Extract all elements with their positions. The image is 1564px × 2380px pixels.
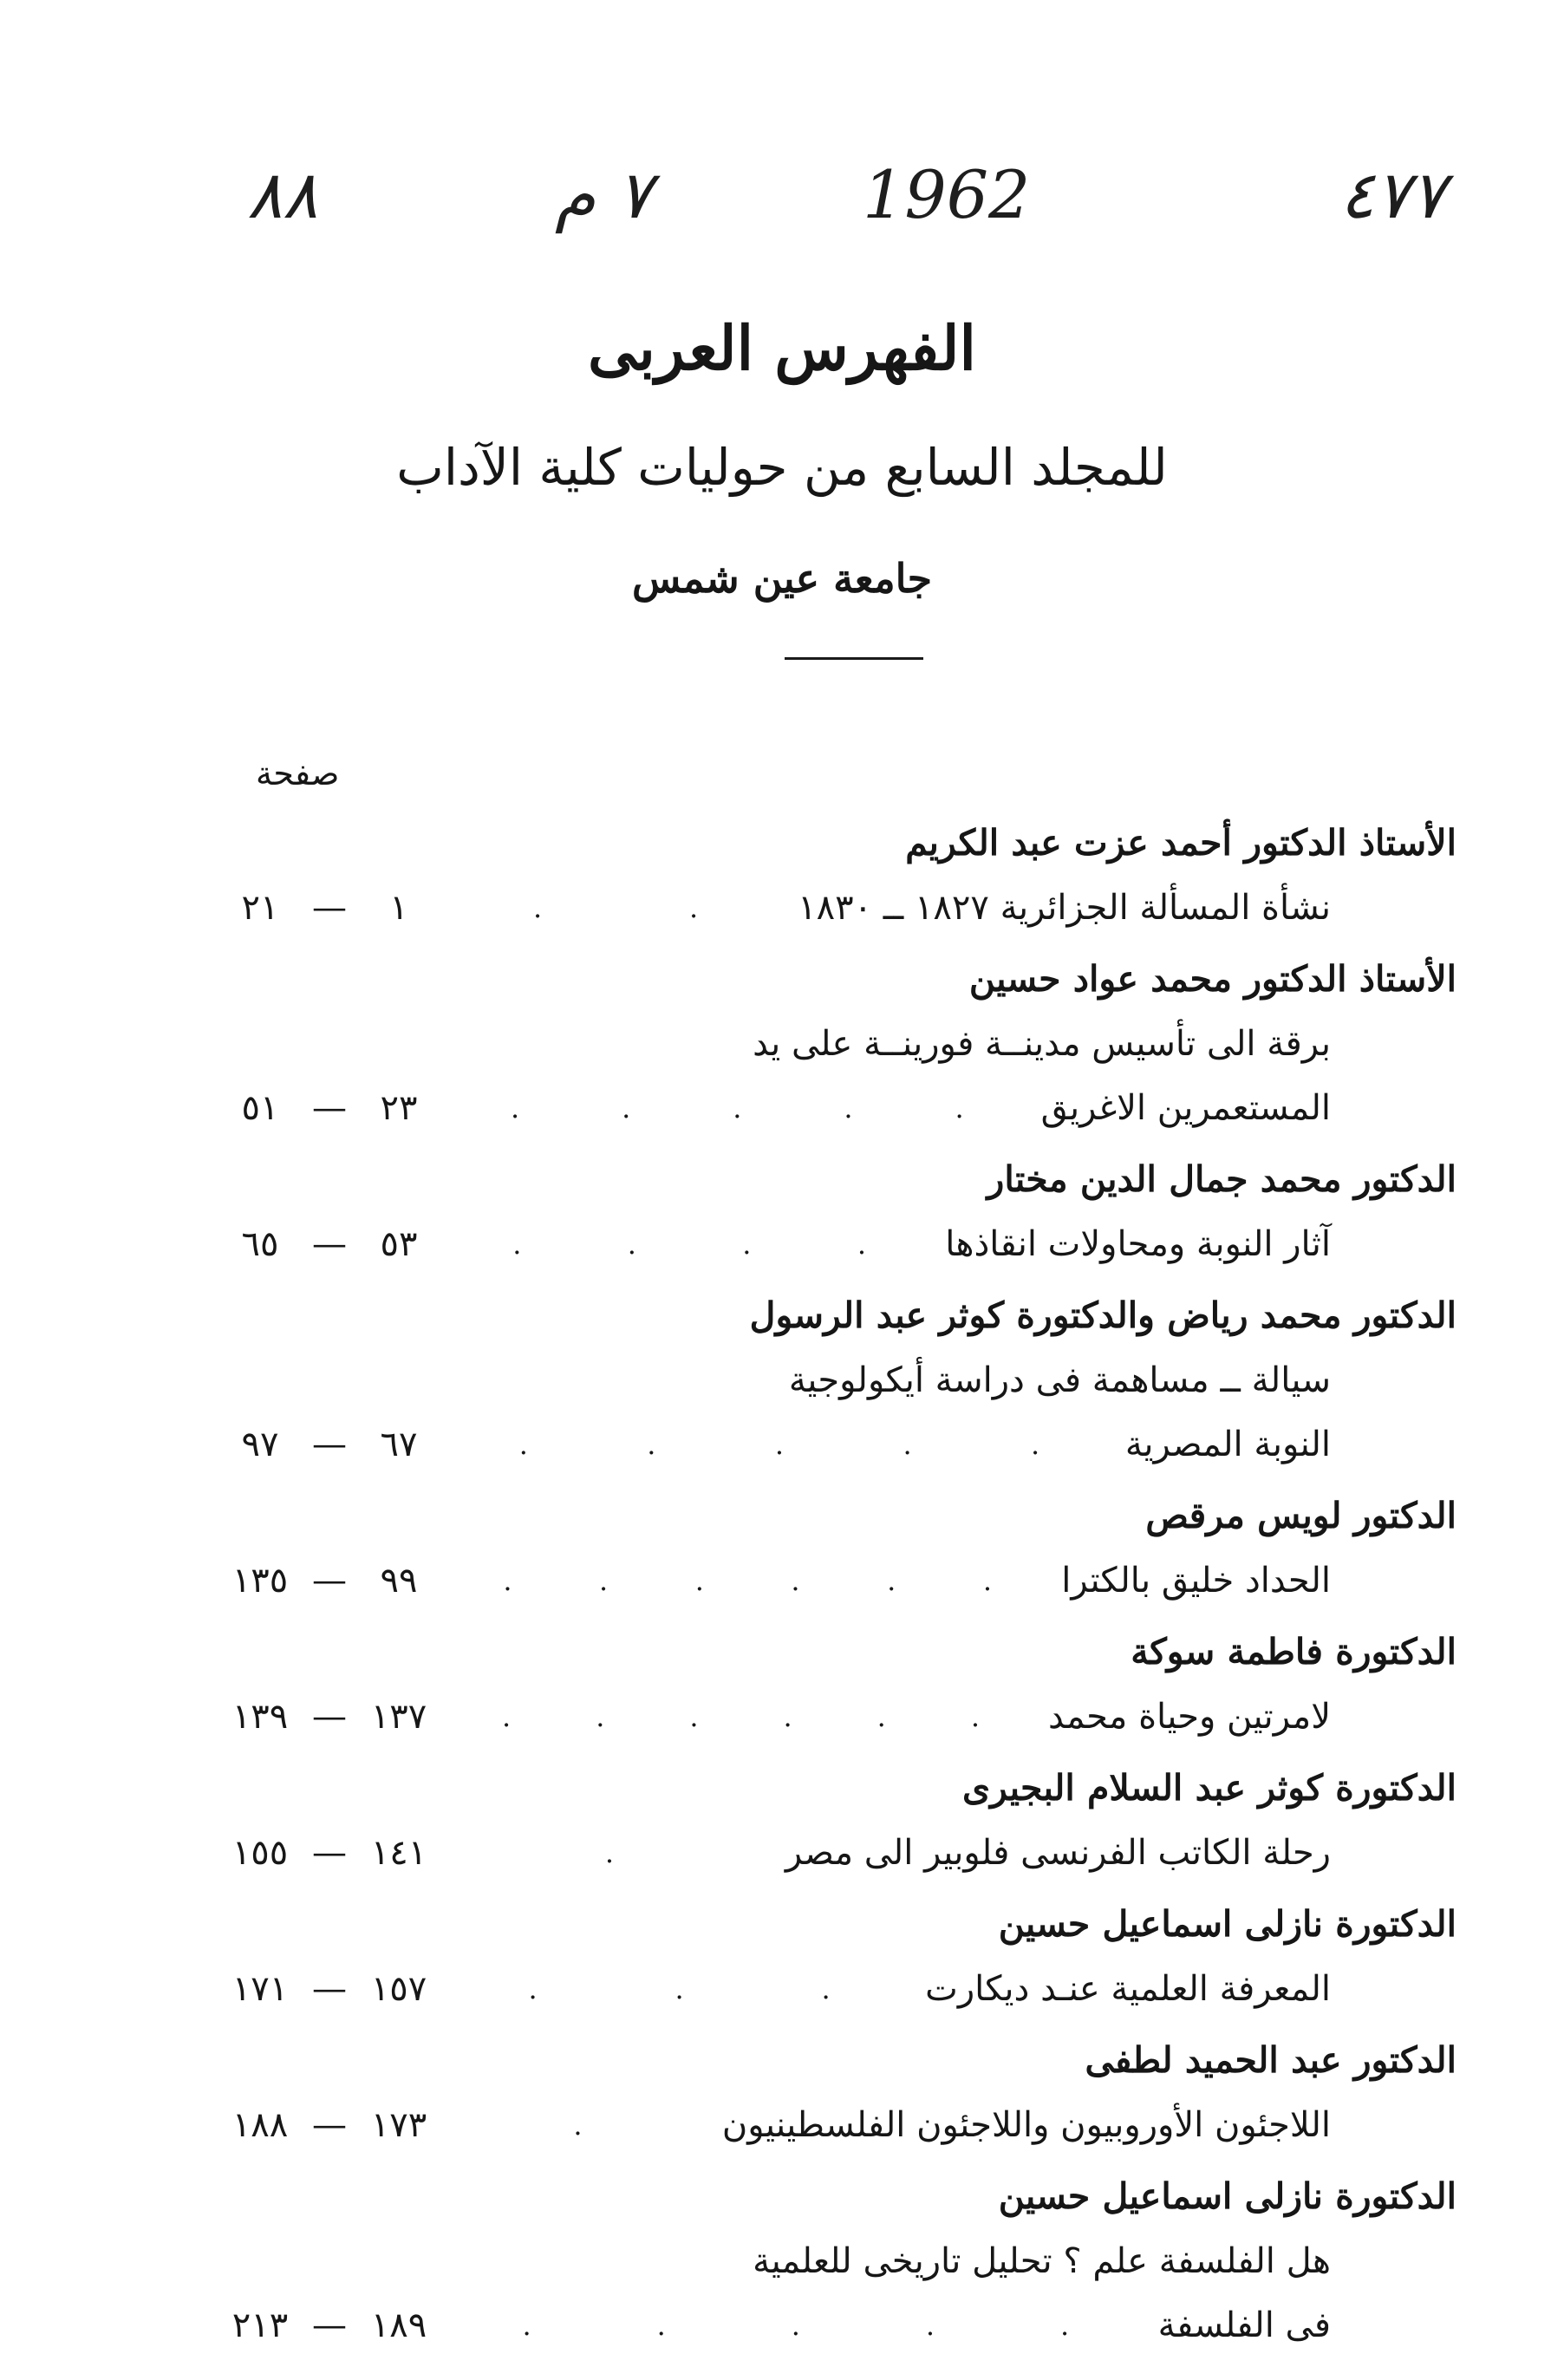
entry-title-line <box>208 1212 1456 1276</box>
page-range <box>208 1212 442 1276</box>
range-dash: — <box>312 2305 347 2345</box>
toc-entry <box>208 1147 1456 1276</box>
entry-title: المعرفة العلمية عنـد ديكارت <box>925 1969 1331 2009</box>
entry-author: الأستاذ الدكتور أحمد عزت عبد الكريم <box>905 822 1456 864</box>
leader-dot: . <box>774 1428 785 1461</box>
page-end: ٢١ <box>241 888 279 928</box>
handwritten-page-number: ٨٨ <box>247 156 318 233</box>
page-start: ٦٧ <box>380 1425 418 1464</box>
dot-leader <box>442 1212 945 1276</box>
entry-title-line <box>208 1012 1456 1076</box>
leader-dot: . <box>522 2309 531 2342</box>
range-dash: — <box>312 1561 347 1601</box>
entry-title: آثار النوبة ومحاولات انقاذها <box>945 1224 1331 1264</box>
toc-entry <box>208 2164 1456 2357</box>
page-end: ١٣٥ <box>231 1561 289 1601</box>
leader-dot: . <box>733 1092 742 1125</box>
range-dash: — <box>312 1224 347 1264</box>
page-start: ٢٣ <box>380 1088 418 1128</box>
dot-leader <box>442 1549 1061 1613</box>
entry-title: لامرتين وحياة محمد <box>1047 1697 1331 1737</box>
entry-title-line <box>208 2293 1456 2357</box>
toc-entry <box>208 1620 1456 1749</box>
leader-dot: . <box>876 1700 886 1733</box>
toc-entry <box>208 811 1456 940</box>
entry-title-line <box>208 876 1456 940</box>
title-divider <box>785 657 923 660</box>
toc-entry <box>208 1283 1456 1477</box>
page-column-label: صفحة <box>256 754 340 792</box>
page-end: ١٥٥ <box>231 1833 289 1873</box>
entry-author: الدكتورة كوثر عبد السلام البجيرى <box>961 1767 1456 1809</box>
dot-leader <box>442 2093 722 2157</box>
range-dash: — <box>312 1425 347 1464</box>
leader-dot: . <box>528 1972 538 2005</box>
entry-title-line <box>208 1549 1456 1613</box>
leader-dot: . <box>955 1092 964 1125</box>
dot-leader <box>442 1412 1125 1477</box>
page-end: ١٧١ <box>231 1969 289 2009</box>
entry-title: الحداد خليق بالكترا <box>1061 1561 1331 1601</box>
handwritten-number: ٤٧٧ <box>1339 156 1446 233</box>
page-range <box>208 1412 442 1477</box>
page-range <box>208 2093 442 2157</box>
entry-author: الدكتورة نازلى اسماعيل حسين <box>998 2175 1456 2217</box>
leader-dot: . <box>622 1092 631 1125</box>
entry-author: الأستاذ الدكتور محمد عواد حسين <box>968 958 1456 1000</box>
entry-author: الدكتور محمد جمال الدين مختار <box>987 1158 1456 1200</box>
entry-title-line <box>208 1348 1456 1412</box>
entry-title: اللاجئون الأوروبيون واللاجئون الفلسطينيون <box>721 2105 1331 2145</box>
leader-dot: . <box>532 891 543 924</box>
table-of-contents <box>208 811 1456 2364</box>
dot-leader <box>442 2293 1158 2357</box>
entry-title: سيالة ــ مساهمة فى دراسة أيكولوجية <box>788 1360 1331 1400</box>
leader-dot: . <box>599 1564 609 1597</box>
page-range <box>208 1685 442 1749</box>
entry-title: هل الفلسفة علم ؟ تحليل تاريخى للعلمية <box>753 2241 1331 2281</box>
leader-dot: . <box>573 2109 583 2142</box>
page-end: ١٣٩ <box>231 1697 289 1737</box>
page-range <box>208 1549 442 1613</box>
leader-dot: . <box>791 1564 800 1597</box>
page-start: ١٤١ <box>370 1833 427 1873</box>
page-start: ١٥٧ <box>370 1969 427 2009</box>
page-title: الفهرس العربى <box>588 312 976 384</box>
page-subtitle: للمجلد السابع من حوليات كلية الآداب <box>396 438 1168 497</box>
leader-dot: . <box>925 2309 935 2342</box>
page-end: ١٨٨ <box>231 2105 289 2145</box>
entry-title: رحلة الكاتب الفرنسى فلوبير الى مصر <box>785 1833 1331 1873</box>
dot-leader <box>442 1957 925 2021</box>
leader-dot: . <box>502 1700 512 1733</box>
handwritten-year: 1962 <box>863 156 1031 233</box>
leader-dot: . <box>674 1972 684 2005</box>
page-start: ١٨٩ <box>370 2305 427 2345</box>
page-end: ٦٥ <box>241 1224 279 1264</box>
page-end: ٥١ <box>241 1088 279 1128</box>
page-range <box>208 1076 442 1140</box>
leader-dot: . <box>627 1228 636 1261</box>
range-dash: — <box>312 1088 347 1128</box>
leader-dot: . <box>791 2309 800 2342</box>
entry-title: نشأة المسألة الجزائرية ١٨٢٧ ــ ١٨٣٠ <box>798 888 1331 928</box>
entry-title-line <box>208 1821 1456 1885</box>
leader-dot: . <box>510 1092 520 1125</box>
page-start: ٥٣ <box>380 1224 418 1264</box>
leader-dot: . <box>689 891 699 924</box>
handwritten-volume: ٧ م <box>555 156 653 233</box>
range-dash: — <box>312 1969 347 2009</box>
range-dash: — <box>312 1697 347 1737</box>
entry-title-line <box>208 1685 1456 1749</box>
leader-dot: . <box>1060 2309 1070 2342</box>
leader-dot: . <box>844 1092 853 1125</box>
page-range <box>208 1821 442 1885</box>
leader-dot: . <box>656 2309 666 2342</box>
toc-entry <box>208 2028 1456 2157</box>
page-range <box>208 876 442 940</box>
leader-dot: . <box>512 1228 522 1261</box>
page-range <box>208 2293 442 2357</box>
leader-dot: . <box>694 1564 704 1597</box>
leader-dot: . <box>689 1700 699 1733</box>
leader-dot: . <box>647 1428 656 1461</box>
page-start: ١٣٧ <box>370 1697 427 1737</box>
dot-leader <box>442 1821 785 1885</box>
leader-dot: . <box>821 1972 831 2005</box>
entry-title-line <box>208 1412 1456 1477</box>
range-dash: — <box>312 1833 347 1873</box>
page-start: ٩٩ <box>380 1561 418 1601</box>
entry-title-line <box>208 2229 1456 2293</box>
entry-title: فى الفلسفة <box>1157 2305 1331 2345</box>
page-start: ١ <box>389 888 408 928</box>
entry-title-line <box>208 1076 1456 1140</box>
range-dash: — <box>312 2105 347 2145</box>
leader-dot: . <box>1031 1428 1040 1461</box>
toc-entry <box>208 1756 1456 1885</box>
dot-leader <box>442 1685 1048 1749</box>
entry-title: برقة الى تأسيس مدينــة فورينــة على يد <box>753 1024 1331 1064</box>
leader-dot: . <box>783 1700 792 1733</box>
page-end: ٢١٣ <box>231 2305 289 2345</box>
leader-dot: . <box>518 1428 528 1461</box>
entry-title-line <box>208 2093 1456 2157</box>
toc-entry <box>208 1892 1456 2021</box>
leader-dot: . <box>970 1700 980 1733</box>
leader-dot: . <box>596 1700 605 1733</box>
leader-dot: . <box>503 1564 512 1597</box>
page-start: ١٧٣ <box>370 2105 427 2145</box>
leader-dot: . <box>982 1564 992 1597</box>
page-range <box>208 1957 442 2021</box>
dot-leader <box>442 876 798 940</box>
entry-author: الدكتورة نازلى اسماعيل حسين <box>998 1903 1456 1945</box>
range-dash: — <box>312 888 347 928</box>
entry-author: الدكتور لويس مرقص <box>1145 1495 1456 1536</box>
page-end: ٩٧ <box>241 1425 279 1464</box>
entry-title: النوبة المصرية <box>1124 1425 1331 1464</box>
entry-title: المستعمرين الاغريق <box>1040 1088 1331 1128</box>
entry-author: الدكتورة فاطمة سوكة <box>1131 1631 1456 1673</box>
entry-title-line <box>208 1957 1456 2021</box>
entry-author: الدكتور محمد رياض والدكتورة كوثر عبد الرسول <box>749 1294 1456 1336</box>
leader-dot: . <box>857 1228 866 1261</box>
leader-dot: . <box>903 1428 912 1461</box>
entry-author: الدكتور عبد الحميد لطفى <box>1085 2039 1456 2081</box>
university-name: جامعة عين شمس <box>631 555 933 602</box>
leader-dot: . <box>887 1564 896 1597</box>
leader-dot: . <box>604 1836 614 1869</box>
toc-entry <box>208 947 1456 1140</box>
toc-entry <box>208 1483 1456 1613</box>
dot-leader <box>442 1076 1041 1140</box>
leader-dot: . <box>742 1228 752 1261</box>
